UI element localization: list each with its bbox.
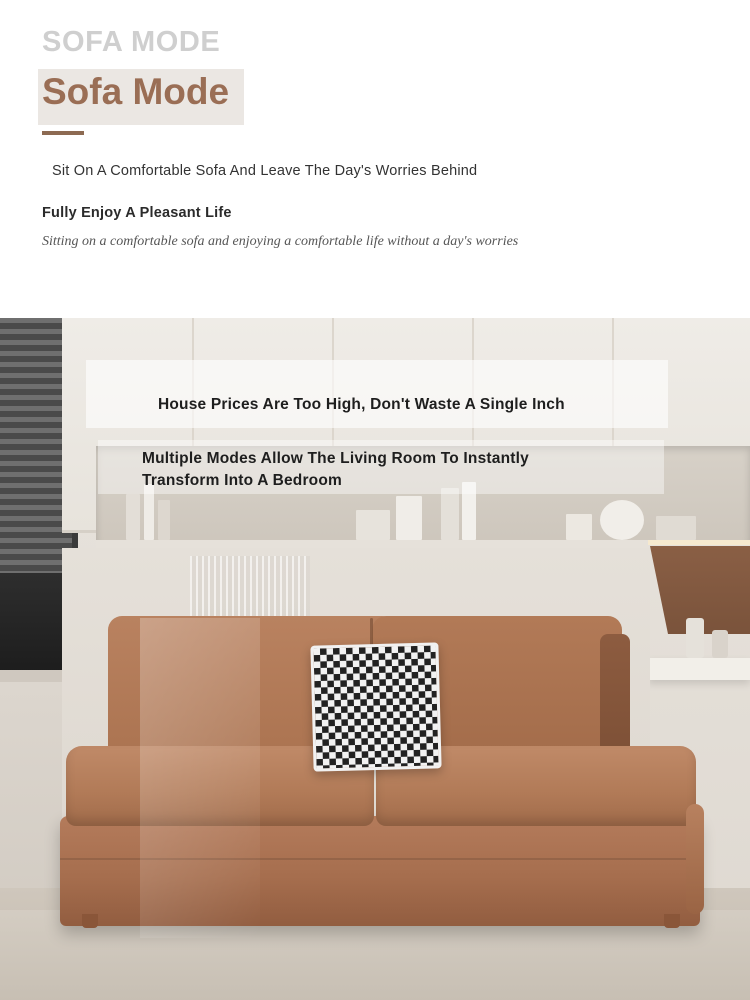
- ghost-title: SOFA MODE: [42, 26, 221, 58]
- header-section: [0, 0, 750, 312]
- decor-object: [396, 496, 422, 540]
- sofa-foot: [82, 914, 98, 928]
- description-text: Sitting on a comfortable sofa and enjoying a comfortable life without a day's worries: [42, 233, 519, 249]
- decor-object: [566, 514, 592, 540]
- decor-object: [158, 500, 170, 540]
- houndstooth-pillow: [310, 642, 441, 771]
- tagline: Sit On A Comfortable Sofa And Leave The Day's Worries Behind: [52, 162, 478, 179]
- desk-decor-object: [686, 618, 704, 658]
- decor-object: [126, 494, 140, 540]
- title-underline-rule: [42, 131, 84, 135]
- sofa-base-seam: [60, 858, 700, 860]
- decor-object: [441, 488, 459, 540]
- subheading: Fully Enjoy A Pleasant Life: [42, 204, 232, 221]
- page-title: Sofa Mode: [42, 71, 230, 112]
- sofa-side-rail: [686, 804, 704, 914]
- desk-decor-object: [712, 630, 728, 658]
- caption-band-primary: [86, 360, 668, 428]
- photo-caption-primary: House Prices Are Too High, Don't Waste A Single Inch: [158, 396, 565, 413]
- sofa-base: [60, 816, 700, 926]
- decor-object: [356, 510, 390, 540]
- title-block: [42, 67, 229, 117]
- decor-object: [600, 500, 644, 540]
- sofa-foot: [664, 914, 680, 928]
- sofa-armrest: [600, 634, 630, 762]
- decor-object: [656, 516, 696, 540]
- floating-desk: [648, 658, 750, 680]
- led-strip: [648, 540, 750, 545]
- room-photo: [0, 318, 750, 1000]
- photo-caption-secondary: Multiple Modes Allow The Living Room To Instantly Transform Into A Bedroom: [142, 450, 529, 490]
